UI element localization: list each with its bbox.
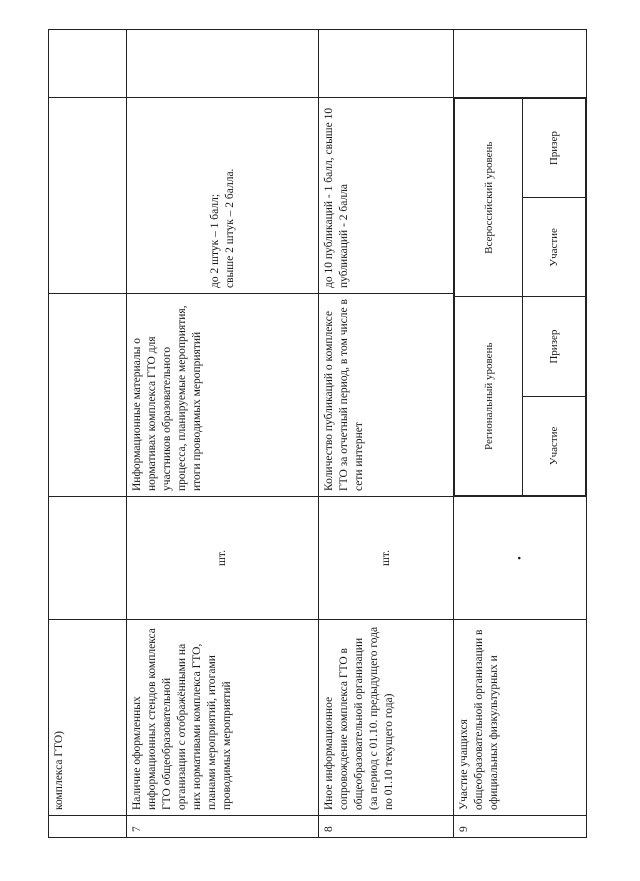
allrussian-prize: Призер [523,99,586,198]
cell-extra-empty [127,30,319,98]
cell-extra-empty [319,30,454,98]
table-row-8 [319,30,454,838]
scoring-line-1: до 2 штук – 1 балл; [208,193,221,288]
criterion-name: Иное информационное сопровождение комплекса ГТО в общеобразовательной организации (за период с 01.10. предыдущего года по 01.10 текущего года) [319,620,454,816]
cell-description-empty [49,294,127,497]
table-row-7 [127,30,319,838]
row-number: 9 [454,816,587,838]
unit: шт. [127,497,319,620]
cell-unit-empty [49,497,127,620]
criterion-name: комплекса ГТО) [53,731,65,810]
level-grid-cell [454,98,587,497]
table-row-continuation [49,30,127,838]
unit-mark [454,497,587,620]
cell-num-empty [49,816,127,838]
cell-extra-empty [49,30,127,98]
table-row-9 [454,30,587,838]
criterion-name: Наличие оформленных информационных стендов комплекса ГТО общеобразовательной организации с отображёнными на них нормативами комплекса ГТО, планами мероприятий, итогами проводимых мероприятий [127,620,319,816]
scoring [127,98,319,294]
allrussian-level-header: Всероссийский уровень [455,99,523,298]
cell-extra-empty [454,30,587,98]
regional-prize: Призер [523,297,586,396]
regional-level-header: Региональный уровень [455,297,523,496]
allrussian-participation: Участие [523,198,586,297]
level-grid [454,98,586,496]
gto-criteria-table [48,29,587,838]
cell-scoring-empty [49,98,127,294]
cell-name [49,620,127,816]
criterion-description: Информационные материалы о нормативах комплекса ГТО для участников образовательного процесса, планируемые мероприятия, итоги проводимых мероприятий [127,294,319,497]
row-number: 8 [319,816,454,838]
unit: шт. [319,497,454,620]
criterion-description: Количество публикаций о комплексе ГТО за отчетный период, в том числе в сети интернет [319,294,454,497]
criterion-name: Участие учащихся общеобразовательной организации в официальных физкультурных и [454,620,587,816]
scoring: до 10 публикаций - 1 балл, свыше 10 публикаций - 2 балла [319,98,454,294]
bullet-mark: • [513,556,526,560]
scoring-line-2: свыше 2 штук – 2 балла. [223,168,236,288]
rotated-table-container [48,30,588,838]
row-number: 7 [127,816,319,838]
regional-participation: Участие [523,396,586,495]
